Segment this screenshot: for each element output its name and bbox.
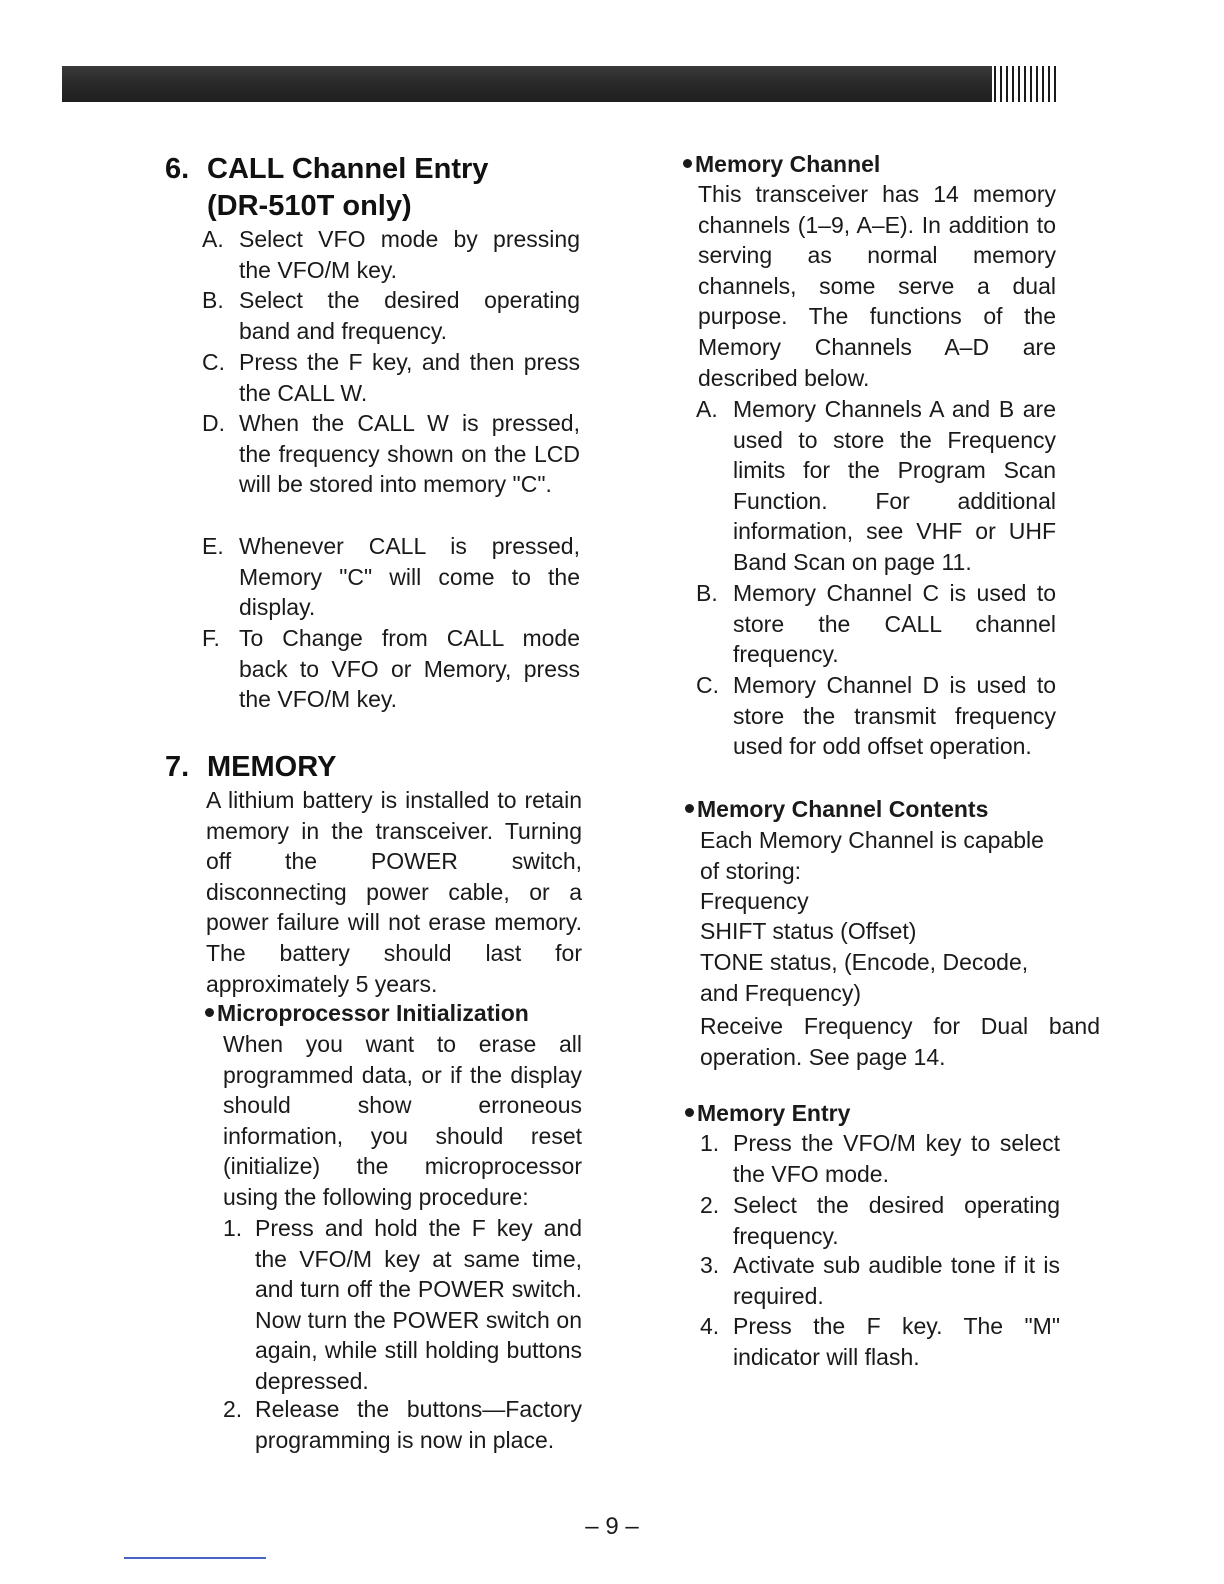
step-text: Press the F key, and then press the CALL W.: [239, 349, 580, 406]
init-heading: [205, 998, 529, 1028]
list-item: [223, 1394, 582, 1456]
list-item: [696, 670, 1056, 762]
memory-channel-text: This transceiver has 14 memory channels (1–9, A–E). In addition to serving as normal memory channels, some serve a dual purpose. The functions of the Memory Channels A–D are described below.: [698, 181, 1056, 391]
step-text: Press the VFO/M key to select the VFO mode.: [733, 1130, 1060, 1187]
list-item: [202, 347, 580, 408]
item-label: A.: [696, 396, 718, 422]
section-6-number: 6.: [165, 153, 190, 185]
step-text: Select the desired operating band and frequency.: [239, 287, 580, 344]
memory-channel-heading: [683, 149, 880, 179]
contents-line: TONE status, (Encode, Decode, and Frequency): [700, 949, 1029, 1006]
bullet-icon: [685, 1108, 694, 1117]
step-text: Press the F key. The "M" indicator will flash.: [733, 1313, 1060, 1370]
step-label: B.: [202, 287, 224, 313]
init-text: When you want to erase all programmed data, or if the display should show erroneous information, you should reset (initialize) the microprocessor using the following procedure:: [223, 1031, 582, 1210]
step-label: F.: [202, 625, 220, 651]
contents-line: SHIFT status (Offset): [700, 918, 917, 944]
step-label: 4.: [700, 1313, 720, 1339]
memory-contents-heading: [685, 794, 988, 824]
step-label: 1.: [223, 1215, 243, 1241]
step-label: 2.: [700, 1192, 720, 1218]
step-label: E.: [202, 533, 224, 559]
section-6-subtitle: (DR-510T only): [207, 190, 412, 222]
step-text: Press and hold the F key and the VFO/M key at same time, and turn off the POWER switch. Now turn the POWER switch on again, while still holding buttons depressed.: [255, 1215, 582, 1394]
step-text: When the CALL W is pressed, the frequency shown on the LCD will be stored into memory "C".: [239, 410, 580, 498]
step-text: Select VFO mode by pressing the VFO/M key.: [239, 226, 580, 283]
step-text: Select the desired operating frequency.: [733, 1192, 1060, 1249]
header-bar: [62, 66, 992, 102]
memory-channel-heading-text: Memory Channel: [695, 151, 881, 177]
step-text: To Change from CALL mode back to VFO or Memory, press the VFO/M key.: [239, 625, 580, 713]
step-label: 1.: [700, 1130, 720, 1156]
step-label: 2.: [223, 1396, 243, 1422]
step-text: Release the buttons—Factory programming is now in place.: [255, 1396, 582, 1453]
list-item: [202, 224, 580, 285]
list-item: [696, 394, 1056, 578]
step-label: A.: [202, 226, 224, 252]
header-barcode: [994, 66, 1058, 102]
bullet-icon: [685, 804, 694, 813]
list-item: [202, 531, 580, 623]
item-text: Memory Channel D is used to store the transmit frequency used for odd offset operation.: [733, 672, 1056, 760]
step-text: Whenever CALL is pressed, Memory "C" will come to the display.: [239, 533, 580, 621]
page-number: – 9 –: [585, 1513, 639, 1540]
bullet-icon: [683, 159, 692, 168]
list-item: [202, 408, 580, 530]
bullet-icon: [205, 1008, 214, 1017]
memory-contents-heading-text: Memory Channel Contents: [697, 796, 989, 822]
list-item: [223, 1213, 582, 1397]
step-label: D.: [202, 410, 225, 436]
contents-line: Frequency: [700, 888, 809, 914]
item-label: B.: [696, 580, 718, 606]
list-item: [700, 1250, 1060, 1311]
memory-entry-heading-text: Memory Entry: [697, 1100, 851, 1126]
item-label: C.: [696, 672, 719, 698]
item-text: Memory Channels A and B are used to store the Frequency limits for the Program Scan Function. For additional information, see VHF or UHF Band Scan on page 11.: [733, 396, 1056, 575]
step-label: 3.: [700, 1252, 720, 1278]
list-item: [700, 1190, 1060, 1251]
step-label: C.: [202, 349, 225, 375]
step-text: Activate sub audible tone if it is required.: [733, 1252, 1060, 1309]
init-heading-text: Microprocessor Initialization: [217, 1000, 529, 1026]
memory-entry-heading: [685, 1098, 850, 1128]
section-7-title: MEMORY: [207, 751, 337, 783]
section-7-number: 7.: [165, 751, 190, 783]
item-text: Memory Channel C is used to store the CALL channel frequency.: [733, 580, 1056, 668]
list-item: [202, 285, 580, 346]
list-item: [202, 623, 580, 715]
section-6-title: CALL Channel Entry: [207, 153, 489, 185]
list-item: [700, 1311, 1060, 1372]
memory-intro: A lithium battery is installed to retain memory in the transceiver. Turning off the POWER switch, disconnecting power cable, or a power failure will not erase memory. The battery should last for approximately 5 years.: [206, 787, 582, 997]
list-item: [696, 578, 1056, 670]
memory-contents-note: Receive Frequency for Dual band operation. See page 14.: [700, 1013, 1100, 1070]
footer-rule: [124, 1557, 266, 1559]
list-item: [700, 1128, 1060, 1189]
memory-contents-intro: Each Memory Channel is capable of storing:: [700, 827, 1044, 884]
